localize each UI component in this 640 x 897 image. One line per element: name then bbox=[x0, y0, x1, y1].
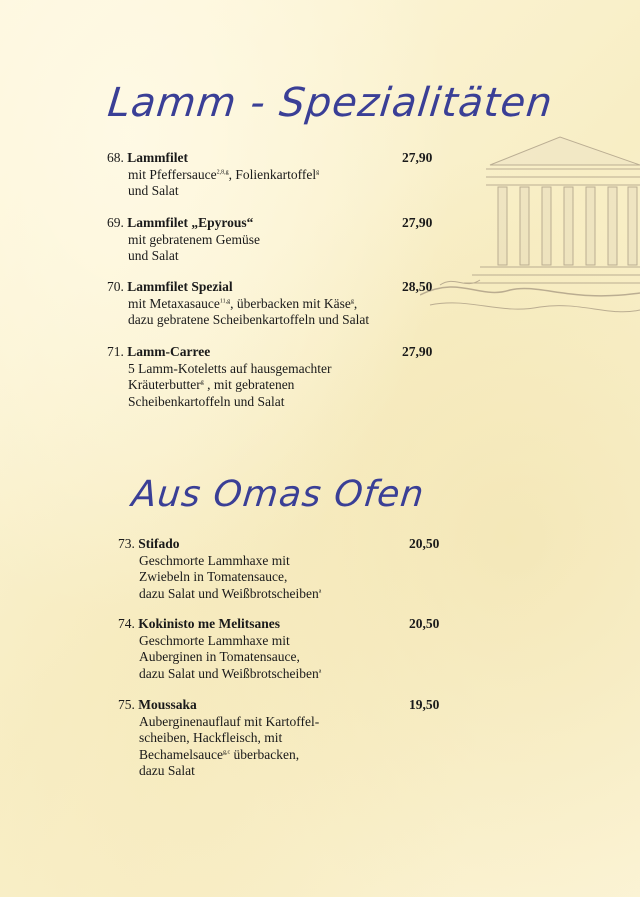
menu-item-73 bbox=[118, 536, 440, 602]
description-text: Scheibenkartoffeln und Salat bbox=[128, 393, 285, 409]
item-price: 20,50 bbox=[409, 616, 440, 631]
description-line bbox=[139, 666, 321, 683]
description-line bbox=[128, 167, 319, 184]
item-name: Stifado bbox=[138, 536, 180, 551]
description-text: , mit gebratenen bbox=[203, 377, 295, 392]
item-description bbox=[118, 633, 321, 683]
item-name: Lammfilet Spezial bbox=[127, 279, 233, 294]
allergen-code: a bbox=[318, 668, 322, 674]
description-text: Kräuterbutter bbox=[128, 377, 201, 392]
item-description bbox=[107, 232, 260, 265]
item-description bbox=[107, 361, 332, 411]
description-text: scheiben, Hackfleisch, mit bbox=[139, 730, 283, 745]
description-text: Geschmorte Lammhaxe mit bbox=[139, 632, 290, 648]
allergen-code: 11,g bbox=[219, 298, 231, 304]
item-price: 19,50 bbox=[409, 697, 440, 712]
item-name: Kokinisto me Melitsanes bbox=[138, 616, 280, 631]
description-line bbox=[139, 569, 321, 586]
description-text: und Salat bbox=[128, 248, 179, 263]
description-line bbox=[128, 232, 260, 249]
description-text: dazu gebratene Scheibenkartoffeln und Salat bbox=[128, 312, 370, 327]
menu-item-75 bbox=[118, 697, 440, 780]
description-line bbox=[139, 553, 321, 570]
description-line bbox=[128, 394, 332, 411]
allergen-code: g bbox=[350, 298, 354, 304]
item-name: Moussaka bbox=[138, 697, 197, 712]
description-text: , überbacken mit Käse bbox=[230, 295, 351, 311]
allergen-code: g bbox=[316, 169, 320, 175]
item-name: Lammfilet „Epyrous“ bbox=[127, 215, 254, 230]
description-text: 5 Lamm-Koteletts auf hausgemachter bbox=[128, 360, 332, 376]
item-price: 27,90 bbox=[402, 344, 433, 359]
item-description bbox=[107, 167, 319, 200]
item-number: 74. bbox=[118, 616, 135, 631]
menu-item-71 bbox=[107, 344, 433, 410]
item-description bbox=[118, 714, 319, 780]
item-number: 71. bbox=[107, 344, 124, 359]
description-line bbox=[139, 714, 319, 731]
description-line bbox=[139, 586, 321, 603]
item-number: 68. bbox=[107, 150, 124, 165]
description-line bbox=[139, 747, 319, 764]
description-text: mit Pfeffersauce bbox=[128, 166, 217, 182]
description-line bbox=[139, 730, 319, 747]
description-line bbox=[128, 183, 319, 200]
allergen-code: g bbox=[200, 379, 204, 386]
description-line bbox=[128, 312, 369, 329]
description-line bbox=[139, 763, 319, 780]
description-line bbox=[139, 649, 321, 666]
description-line bbox=[128, 361, 332, 378]
description-text: Geschmorte Lammhaxe mit bbox=[139, 552, 290, 568]
description-text: Bechamelsauce bbox=[139, 746, 223, 762]
allergen-code: 2,8,g bbox=[216, 169, 229, 175]
item-description bbox=[107, 296, 369, 329]
description-text: dazu Salat bbox=[139, 763, 195, 778]
item-number: 69. bbox=[107, 215, 124, 230]
item-description bbox=[118, 553, 321, 603]
description-text: , bbox=[353, 295, 358, 311]
item-price: 20,50 bbox=[409, 536, 440, 551]
menu-item-69 bbox=[107, 215, 433, 265]
item-number: 73. bbox=[118, 536, 135, 551]
description-text: Auberginenauflauf mit Kartoffel- bbox=[139, 713, 320, 729]
menu-item-74 bbox=[118, 616, 440, 682]
description-text: überbacken, bbox=[230, 746, 300, 762]
description-text: dazu Salat und Weißbrotscheiben bbox=[139, 585, 319, 601]
temple-illustration bbox=[420, 125, 640, 325]
item-number: 75. bbox=[118, 697, 135, 712]
description-text: Zwiebeln in Tomatensauce, bbox=[139, 569, 288, 584]
description-line bbox=[128, 248, 260, 265]
description-text: mit gebratenem Gemüse bbox=[128, 231, 260, 247]
allergen-code: g,c bbox=[222, 749, 231, 755]
description-line bbox=[128, 296, 369, 313]
description-text: mit Metaxasauce bbox=[128, 295, 220, 311]
menu-item-68 bbox=[107, 150, 433, 200]
description-line bbox=[139, 633, 321, 650]
description-text: Auberginen in Tomatensauce, bbox=[139, 649, 300, 664]
item-number: 70. bbox=[107, 279, 124, 294]
description-text: dazu Salat und Weißbrotscheiben bbox=[139, 665, 319, 681]
section-title-lamm: Lamm - Spezialitäten bbox=[105, 80, 556, 126]
description-line bbox=[128, 377, 332, 394]
item-name: Lamm-Carree bbox=[127, 344, 211, 359]
menu-item-70 bbox=[107, 279, 433, 329]
description-text: , Folienkartoffel bbox=[228, 166, 317, 182]
item-name: Lammfilet bbox=[127, 150, 188, 165]
allergen-code: a bbox=[318, 588, 322, 594]
item-price: 27,90 bbox=[402, 215, 433, 230]
section-title-omas-ofen: Aus Omas Ofen bbox=[129, 474, 427, 515]
item-price: 27,90 bbox=[402, 150, 433, 165]
description-text: und Salat bbox=[128, 183, 179, 198]
item-price: 28,50 bbox=[402, 279, 433, 294]
